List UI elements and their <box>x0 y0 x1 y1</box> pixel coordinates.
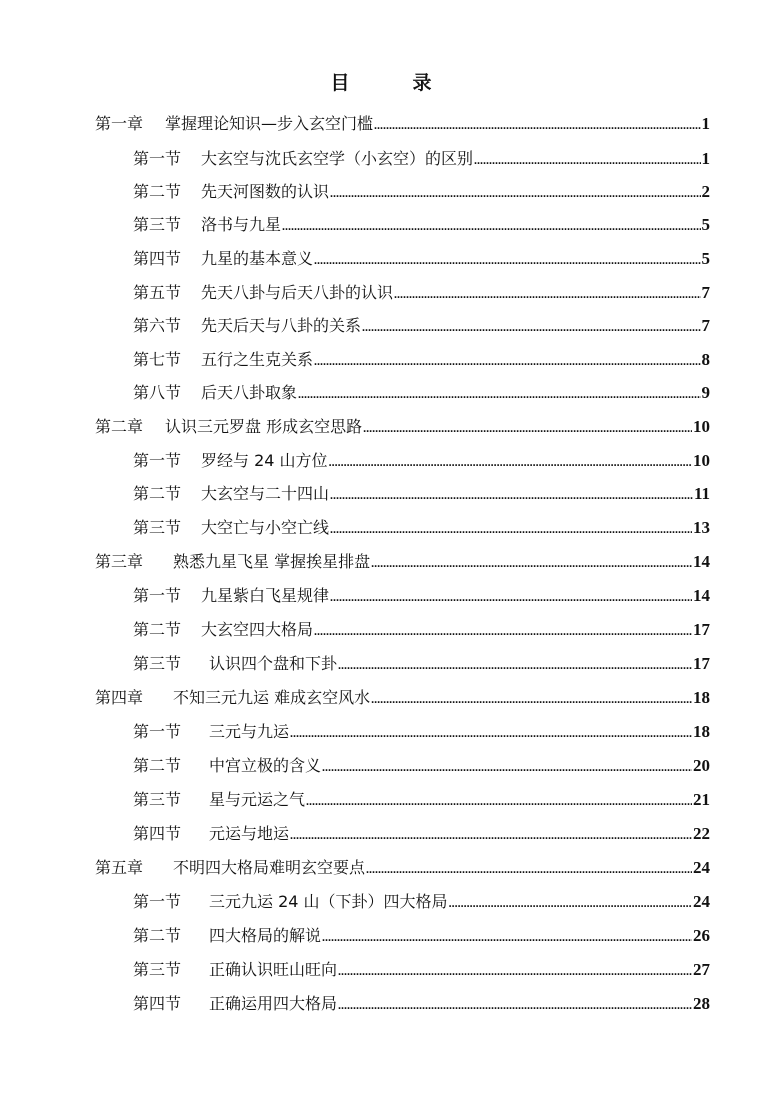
dot-leader <box>306 794 692 808</box>
entry-title: 掌握理论知识—步入玄空门槛 <box>165 114 374 133</box>
entry-number: 第二节 <box>133 484 182 503</box>
dot-leader <box>314 624 692 638</box>
entry-title: 先天河图数的认识 <box>201 182 330 201</box>
toc-section-entry[interactable] <box>133 307 710 337</box>
entry-page-number: 5 <box>701 249 710 268</box>
entry-title: 罗经与 24 山方位 <box>201 451 328 470</box>
entry-page-number: 27 <box>693 960 710 979</box>
toc-chapter-entry[interactable] <box>95 679 710 709</box>
entry-number: 第三章 <box>95 552 144 571</box>
toc-section-entry[interactable] <box>133 442 710 472</box>
dot-leader <box>394 287 700 301</box>
entry-title: 正确认识旺山旺向 <box>209 960 338 979</box>
entry-number: 第八节 <box>133 383 182 402</box>
dot-leader <box>371 556 692 570</box>
dot-leader <box>282 219 700 233</box>
entry-number: 第三节 <box>133 960 182 979</box>
entry-number: 第四章 <box>95 688 144 707</box>
toc-chapter-entry[interactable] <box>95 543 710 573</box>
dot-leader <box>474 153 700 167</box>
toc-section-entry[interactable] <box>133 781 710 811</box>
entry-page-number: 13 <box>693 518 710 537</box>
dot-leader <box>314 354 700 368</box>
entry-page-number: 5 <box>701 215 710 234</box>
entry-page-number: 10 <box>693 417 710 436</box>
entry-number: 第一节 <box>133 586 182 605</box>
dot-leader <box>329 455 692 469</box>
toc-section-entry[interactable] <box>133 883 710 913</box>
entry-page-number: 17 <box>693 654 710 673</box>
entry-number: 第二节 <box>133 926 182 945</box>
entry-page-number: 7 <box>701 283 710 302</box>
entry-page-number: 2 <box>701 182 710 201</box>
toc-section-entry[interactable] <box>133 173 710 203</box>
toc-section-entry[interactable] <box>133 509 710 539</box>
entry-page-number: 26 <box>693 926 710 945</box>
entry-page-number: 10 <box>693 451 710 470</box>
entry-page-number: 1 <box>701 114 710 133</box>
toc-section-entry[interactable] <box>133 611 710 641</box>
dot-leader <box>322 930 692 944</box>
dot-leader <box>322 760 692 774</box>
entry-title: 三元九运 24 山（下卦）四大格局 <box>209 892 448 911</box>
entry-title: 大玄空与沈氏玄空学（小玄空）的区别 <box>201 149 474 168</box>
dot-leader <box>371 692 692 706</box>
dot-leader <box>314 253 700 267</box>
entry-title: 中宫立极的含义 <box>209 756 322 775</box>
toc-section-entry[interactable] <box>133 815 710 845</box>
entry-number: 第二节 <box>133 756 182 775</box>
entry-title: 认识四个盘和下卦 <box>209 654 338 673</box>
entry-page-number: 22 <box>693 824 710 843</box>
entry-title: 后天八卦取象 <box>201 383 298 402</box>
dot-leader <box>363 421 692 435</box>
entry-number: 第二章 <box>95 417 144 436</box>
entry-title: 先天八卦与后天八卦的认识 <box>201 283 394 302</box>
entry-title: 认识三元罗盘 形成玄空思路 <box>165 417 363 436</box>
entry-number: 第一节 <box>133 149 182 168</box>
entry-page-number: 24 <box>693 892 710 911</box>
toc-chapter-entry[interactable] <box>95 849 710 879</box>
entry-number: 第一节 <box>133 722 182 741</box>
toc-section-entry[interactable] <box>133 475 710 505</box>
toc-section-entry[interactable] <box>133 274 710 304</box>
dot-leader <box>449 896 692 910</box>
entry-number: 第四节 <box>133 249 182 268</box>
toc-section-entry[interactable] <box>133 747 710 777</box>
entry-number: 第三节 <box>133 518 182 537</box>
entry-page-number: 14 <box>693 586 710 605</box>
entry-page-number: 17 <box>693 620 710 639</box>
entry-page-number: 11 <box>693 484 710 503</box>
entry-number: 第一节 <box>133 892 182 911</box>
toc-section-entry[interactable] <box>133 341 710 371</box>
entry-page-number: 18 <box>693 688 710 707</box>
toc-section-entry[interactable] <box>133 206 710 236</box>
entry-title: 熟悉九星飞星 掌握挨星排盘 <box>173 552 371 571</box>
entry-title: 大玄空四大格局 <box>201 620 314 639</box>
entry-title: 五行之生克关系 <box>201 350 314 369</box>
dot-leader <box>338 998 692 1012</box>
entry-number: 第一章 <box>95 114 144 133</box>
entry-number: 第三节 <box>133 790 182 809</box>
dot-leader <box>362 320 700 334</box>
entry-number: 第三节 <box>133 654 182 673</box>
dot-leader <box>374 118 700 132</box>
entry-page-number: 18 <box>693 722 710 741</box>
entry-number: 第五节 <box>133 283 182 302</box>
entry-page-number: 7 <box>701 316 710 335</box>
entry-title: 大玄空与二十四山 <box>201 484 330 503</box>
toc-section-entry[interactable] <box>133 240 710 270</box>
dot-leader <box>366 862 692 876</box>
toc-section-entry[interactable] <box>133 577 710 607</box>
dot-leader <box>290 726 692 740</box>
entry-page-number: 1 <box>701 149 710 168</box>
entry-title: 先天后天与八卦的关系 <box>201 316 362 335</box>
dot-leader <box>330 590 692 604</box>
dot-leader <box>330 488 693 502</box>
entry-number: 第四节 <box>133 824 182 843</box>
entry-number: 第三节 <box>133 215 182 234</box>
toc-section-entry[interactable] <box>133 374 710 404</box>
toc-section-entry[interactable] <box>133 140 710 170</box>
entry-title: 大空亡与小空亡线 <box>201 518 330 537</box>
toc-section-entry[interactable] <box>133 713 710 743</box>
toc-section-entry[interactable] <box>133 645 710 675</box>
entry-number: 第二节 <box>133 182 182 201</box>
entry-page-number: 8 <box>701 350 710 369</box>
entry-number: 第六节 <box>133 316 182 335</box>
entry-number: 第七节 <box>133 350 182 369</box>
dot-leader <box>330 522 692 536</box>
toc-title: 目 录 <box>330 72 454 94</box>
entry-number: 第四节 <box>133 994 182 1013</box>
entry-page-number: 28 <box>693 994 710 1013</box>
entry-title: 不明四大格局难明玄空要点 <box>173 858 366 877</box>
toc-section-entry[interactable] <box>133 917 710 947</box>
entry-number: 第二节 <box>133 620 182 639</box>
dot-leader <box>338 964 692 978</box>
entry-title: 四大格局的解说 <box>209 926 322 945</box>
entry-title: 三元与九运 <box>209 722 290 741</box>
entry-page-number: 14 <box>693 552 710 571</box>
toc-section-entry[interactable] <box>133 951 710 981</box>
entry-title: 元运与地运 <box>209 824 290 843</box>
entry-title: 九星紫白飞星规律 <box>201 586 330 605</box>
toc-chapter-entry[interactable] <box>95 105 710 135</box>
entry-title: 星与元运之气 <box>209 790 306 809</box>
entry-title: 不知三元九运 难成玄空风水 <box>173 688 371 707</box>
toc-chapter-entry[interactable] <box>95 408 710 438</box>
entry-title: 九星的基本意义 <box>201 249 314 268</box>
dot-leader <box>338 658 692 672</box>
entry-page-number: 9 <box>701 383 710 402</box>
entry-page-number: 24 <box>693 858 710 877</box>
dot-leader <box>298 387 700 401</box>
entry-page-number: 20 <box>693 756 710 775</box>
entry-number: 第五章 <box>95 858 144 877</box>
entry-title: 正确运用四大格局 <box>209 994 338 1013</box>
entry-number: 第一节 <box>133 451 182 470</box>
entry-title: 洛书与九星 <box>201 215 282 234</box>
toc-section-entry[interactable] <box>133 985 710 1015</box>
entry-page-number: 21 <box>693 790 710 809</box>
dot-leader <box>290 828 692 842</box>
dot-leader <box>330 186 700 200</box>
